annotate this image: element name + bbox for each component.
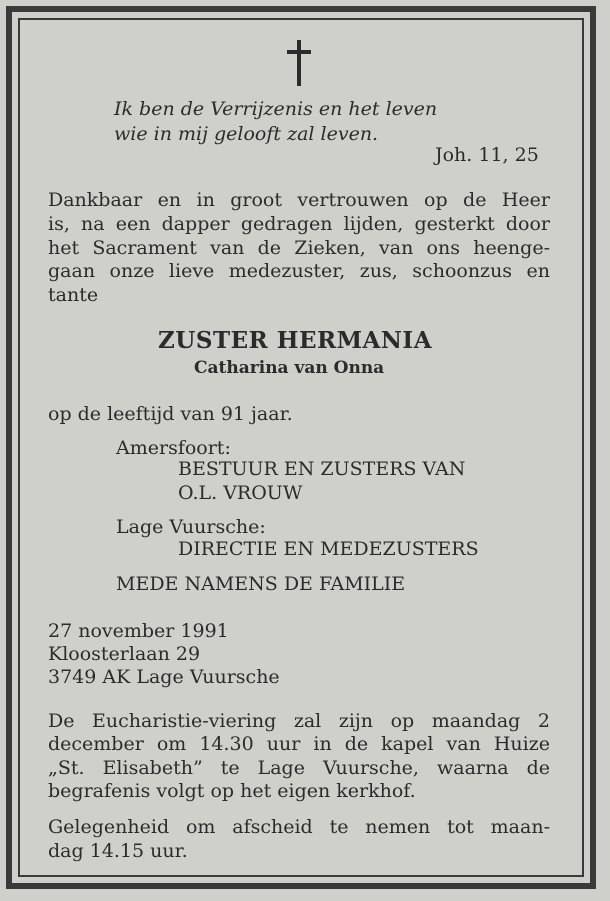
age-text: op de leeftijd van 91 jaar. [48,403,293,425]
signatory-group-1-cont: O.L. VROUW [178,482,303,504]
deceased-name: ZUSTER HERMANIA [158,327,433,354]
intro-line: tante [48,284,99,306]
service-line: december om 14.30 uur in de kapel van Huize [48,733,550,755]
intro-line: is, na een dapper gedragen lijden, gesterkt door [48,213,550,235]
service-line: begrafenis volgt op het eigen kerkhof. [48,780,416,802]
service-line: De Eucharistie-viering zal zijn op maandag 2 [48,710,550,732]
deceased-full-name: Catharina van Onna [194,358,385,378]
quote-line-1: Ik ben de Verrijzenis en het leven [114,98,438,120]
signatory-group-2: DIRECTIE EN MEDEZUSTERS [178,538,479,560]
signatory-group-1: BESTUUR EN ZUSTERS VAN [178,458,466,480]
street-address: Kloosterlaan 29 [48,643,201,665]
service-line: „St. Elisabeth” te Lage Vuursche, waarna de [48,757,550,779]
cross-icon [287,40,311,86]
farewell-line: dag 14.15 uur. [48,840,188,862]
intro-line: Dankbaar en in groot vertrouwen op de Heer [48,189,550,211]
quote-line-2: wie in mij gelooft zal leven. [114,123,379,145]
postal-address: 3749 AK Lage Vuursche [48,666,280,688]
farewell-line: Gelegenheid om afscheid te nemen tot maan- [48,816,550,838]
signatory-family: MEDE NAMENS DE FAMILIE [116,573,406,595]
intro-line: het Sacrament van de Zieken, van ons heenge- [48,237,550,259]
intro-line: gaan onze lieve medezuster, zus, schoonzus en [48,260,550,282]
place-lage-vuursche: Lage Vuursche: [116,516,266,538]
quote-reference: Joh. 11, 25 [435,144,539,166]
place-amersfoort: Amersfoort: [116,437,231,459]
date: 27 november 1991 [48,620,229,642]
